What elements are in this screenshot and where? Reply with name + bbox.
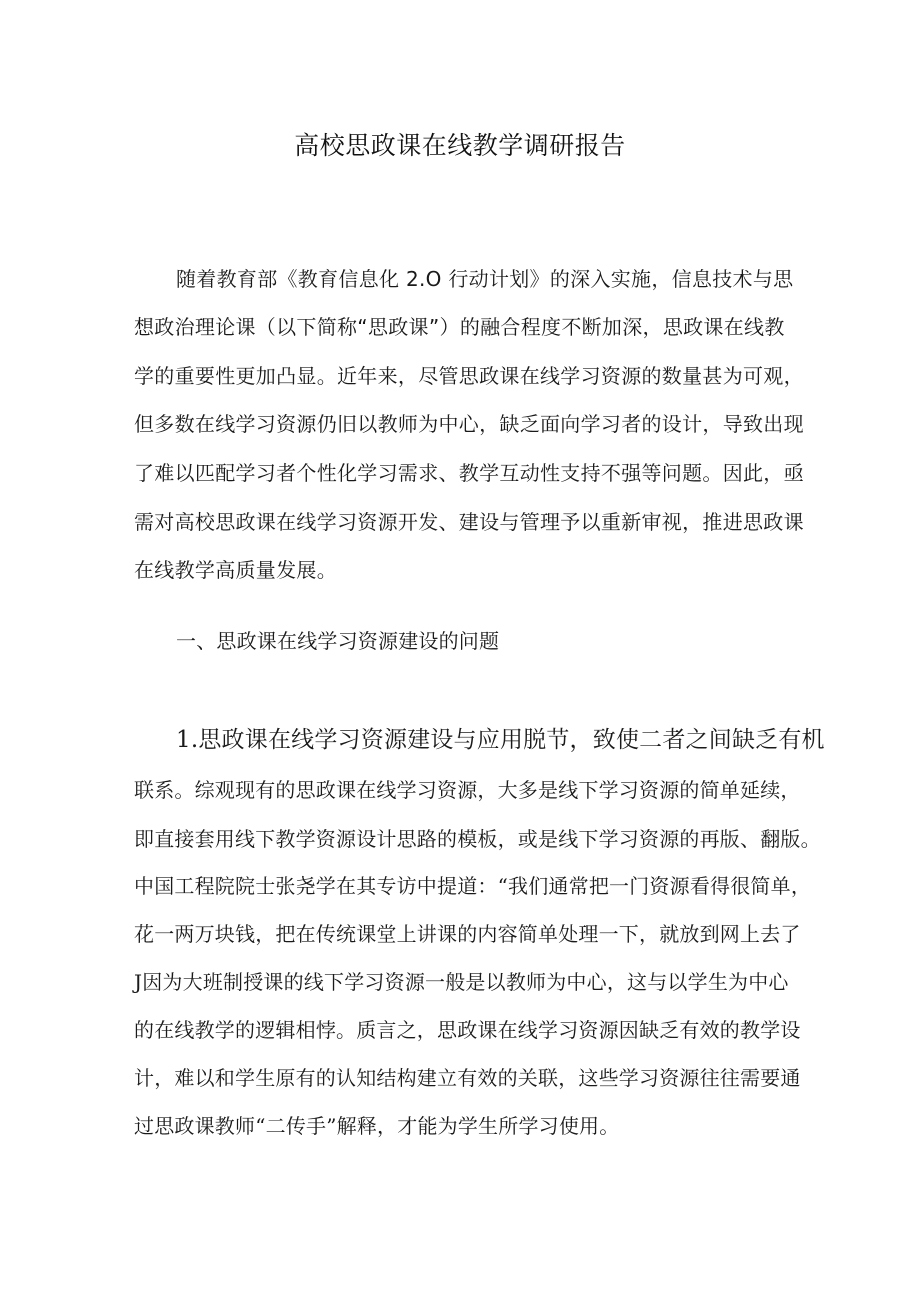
intro-line-7: 在线教学高质量发展。 [134, 558, 337, 582]
intro-line-6: 需对高校思政课在线学习资源开发、建设与管理予以重新审视，推进思政课 [134, 510, 804, 534]
point1-line-7: 的在线教学的逻辑相悖。质言之，思政课在线学习资源因缺乏有效的教学设 [134, 1018, 801, 1042]
point1-line-1: 1.思政课在线学习资源建设与应用脱节，致使二者之间缺乏有机 [176, 727, 825, 753]
section-heading: 一、思政课在线学习资源建设的问题 [176, 629, 500, 653]
document-title: 高校思政课在线教学调研报告 [294, 131, 626, 160]
point1-line-9: 过思政课教师“二传手”解释，才能为学生所学习使用。 [134, 1114, 620, 1138]
intro-line-2: 想政治理论课（以下简称“思政课”）的融合程度不断加深，思政课在线教 [134, 315, 785, 339]
intro-line-3: 学的重要性更加凸显。近年来，尽管思政课在线学习资源的数量甚为可观， [134, 364, 804, 388]
intro-line-1: 随着教育部《教育信息化 2.O 行动计划》的深入实施，信息技术与思 [176, 267, 794, 291]
intro-line-4: 但多数在线学习资源仍旧以教师为中心，缺乏面向学习者的设计，导致出现 [134, 412, 804, 436]
intro-line-5: 了难以匹配学习者个性化学习需求、教学互动性支持不强等问题。因此，亟 [134, 461, 804, 485]
point1-line-6: J因为大班制授课的线下学习资源一般是以教师为中心，这与以学生为中心 [134, 970, 789, 994]
point1-line-3: 即直接套用线下教学资源设计思路的模板，或是线下学习资源的再版、翻版。 [134, 827, 821, 851]
point1-line-5: 花一两万块钱，把在传统课堂上讲课的内容简单处理一下，就放到网上去了 [134, 922, 801, 946]
point1-line-8: 计，难以和学生原有的认知结构建立有效的关联，这些学习资源往往需要通 [134, 1066, 801, 1090]
point1-line-2: 联系。综观现有的思政课在线学习资源，大多是线下学习资源的简单延续， [134, 778, 801, 802]
point1-line-4: 中国工程院院士张尧学在其专访中提道：“我们通常把一门资源看得很简单， [134, 874, 812, 898]
